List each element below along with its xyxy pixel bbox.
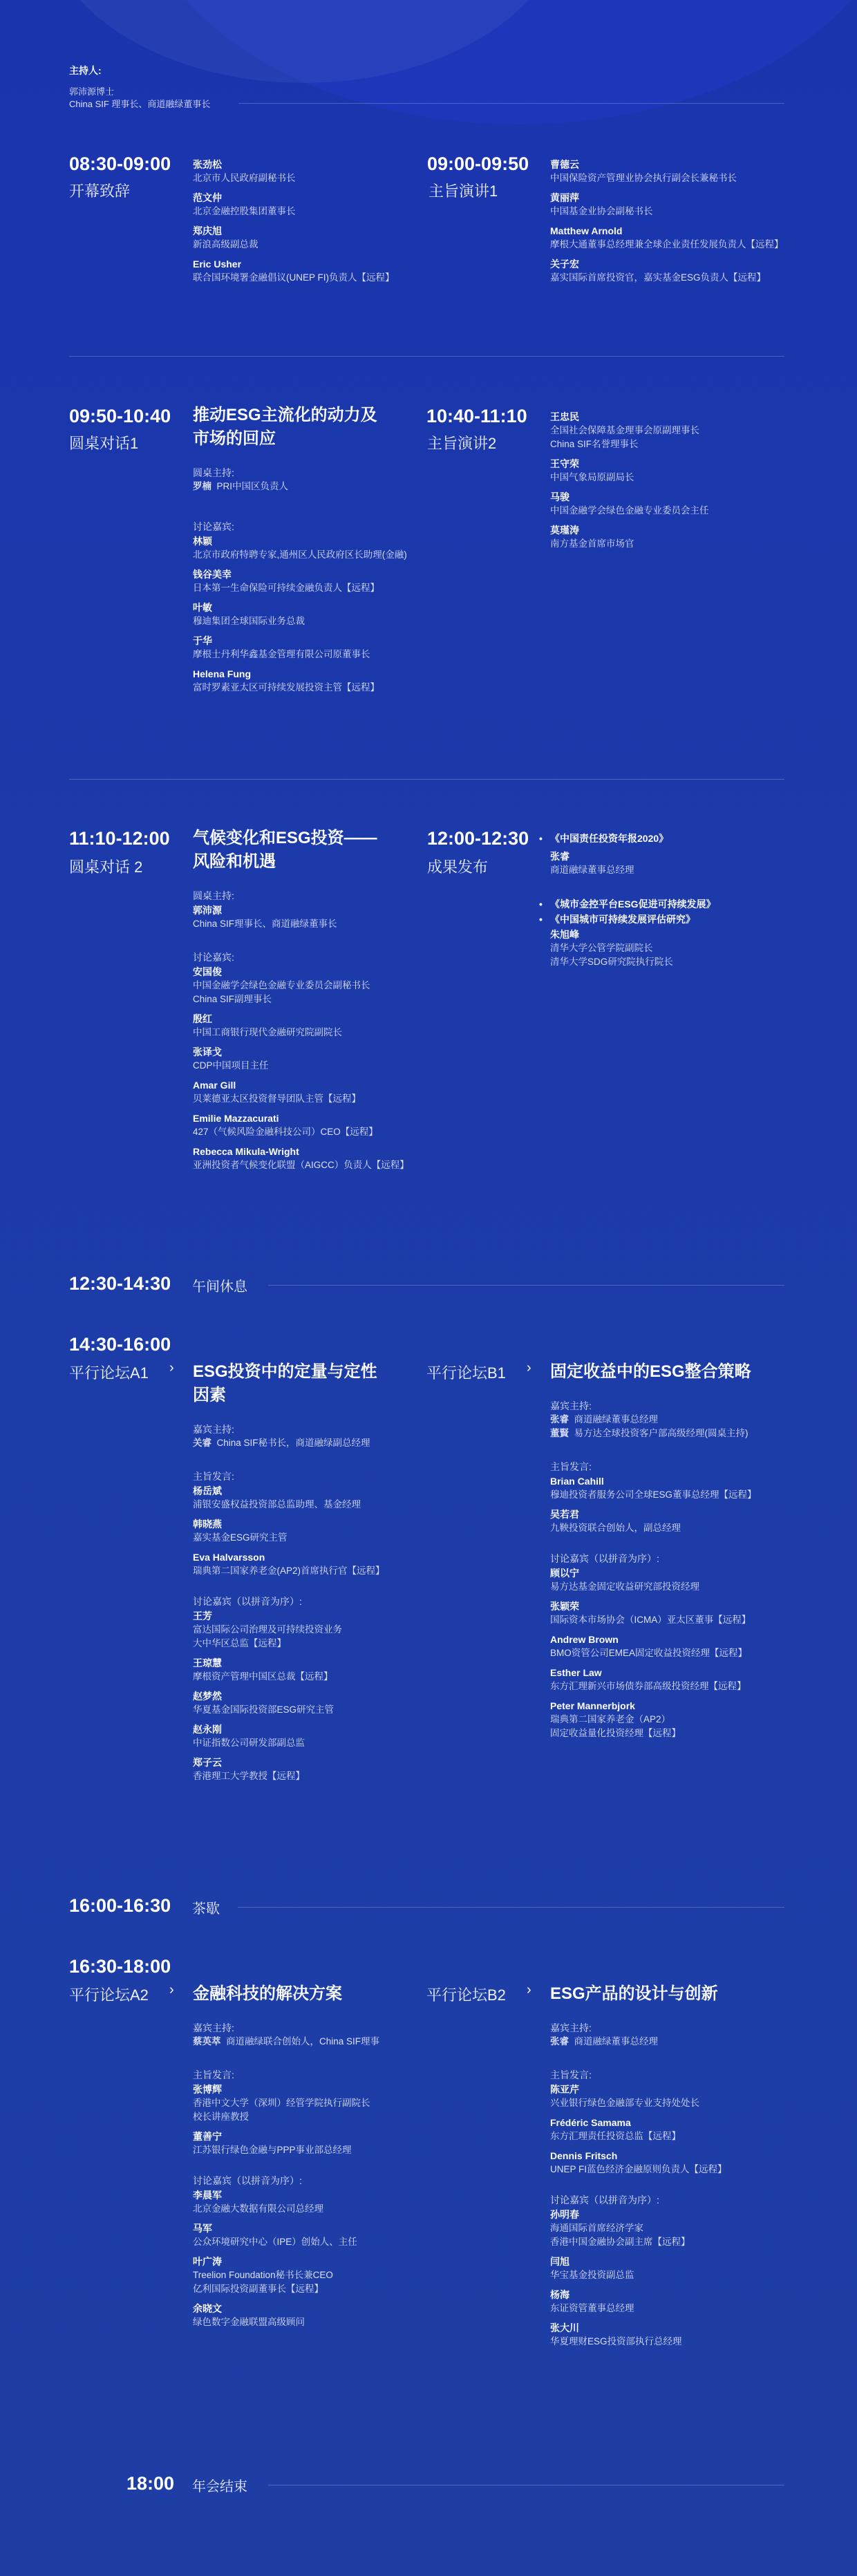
speaker-role: 香港中文大学（深圳）经管学院执行副院长 校长讲座教授 <box>193 2098 370 2122</box>
speaker-name: 李晨军 <box>193 2190 222 2201</box>
session-time: 09:50-10:40 <box>69 406 171 426</box>
speaker-name: 关子宏 <box>550 258 579 270</box>
speaker-name: 张译戈 <box>193 1046 222 1057</box>
speaker-name: 王忠民 <box>550 411 579 422</box>
speaker-role: 中国金融学会绿色金融专业委员会主任 <box>550 505 709 516</box>
speaker-name: 董善宁 <box>193 2131 222 2142</box>
speaker-name: 闫旭 <box>550 2256 569 2267</box>
speaker-role: 中国保险资产管理业协会执行副会长兼秘书长 <box>550 173 737 183</box>
host-role: PRI中国区负责人 <box>216 481 289 491</box>
keynote-label: 主旨发言: <box>193 2069 234 2080</box>
speaker-role: 兴业银行绿色金融部专业支持处处长 <box>550 2098 699 2108</box>
speaker-role: 海通国际首席经济学家 香港中国金融协会副主席【远程】 <box>550 2223 690 2247</box>
divider <box>69 779 784 780</box>
speaker-name: 叶敏 <box>193 602 212 613</box>
s5-content <box>193 827 428 1172</box>
speaker-role: 贝莱德亚太区投资督导团队主管【远程】 <box>193 1093 361 1104</box>
speaker-role: 中证指数公司研发部副总监 <box>193 1738 305 1748</box>
speaker-name: Eva Halvarsson <box>193 1552 265 1563</box>
speaker-role: 公众环境研究中心（IPE）创始人、主任 <box>193 2237 357 2247</box>
break-label: 午间休息 <box>192 1279 247 1295</box>
break-time: 12:30-14:30 <box>69 1273 171 1294</box>
speaker-name: Dennis Fritsch <box>550 2150 618 2161</box>
speaker-role: 中国基金业协会副秘书长 <box>550 206 653 216</box>
speaker-name: Emilie Mazzacurati <box>193 1113 279 1124</box>
session-time: 10:40-11:10 <box>426 406 527 426</box>
speaker-name: 郑庆旭 <box>193 225 222 236</box>
speaker-name: 王守荣 <box>550 458 579 469</box>
session-title: 金融科技的解决方案 <box>193 1984 342 2003</box>
session-title: 气候变化和ESG投资—— 风险和机遇 <box>193 829 377 871</box>
speaker-name: Frédéric Samama <box>550 2117 631 2128</box>
speaker-name: 张睿 <box>550 851 569 862</box>
host-role: 商道融绿董事总经理 <box>574 1414 659 1425</box>
speaker-role: 中国工商银行现代金融研究院副院长 <box>193 1027 342 1037</box>
speaker-role: 日本第一生命保险可持续金融负责人【远程】 <box>193 583 379 593</box>
guests-label: 讨论嘉宾: <box>193 521 234 532</box>
speaker-name: 范文仲 <box>193 192 222 203</box>
speaker-role: 东方汇理新兴市场债券部高级投资经理【远程】 <box>550 1681 746 1691</box>
chevron-right-icon: › <box>527 1982 531 1997</box>
speaker-role: 南方基金首席市场官 <box>550 538 634 549</box>
guests-label: 讨论嘉宾（以拼音为序）: <box>193 2175 302 2186</box>
speaker-role: CDP中国项目主任 <box>193 1060 269 1071</box>
divider <box>238 103 784 104</box>
speaker-role: 摩根士丹利华鑫基金管理有限公司原董事长 <box>193 649 370 659</box>
speaker-name: 于华 <box>193 635 212 646</box>
s9-content <box>193 1982 428 2329</box>
chevron-right-icon: › <box>169 1982 174 1997</box>
break-label: 茶歇 <box>192 1901 220 1917</box>
host-name: 关睿 <box>193 1438 211 1448</box>
speaker-name: 张博辉 <box>193 2084 222 2095</box>
guests-label: 讨论嘉宾（以拼音为序）: <box>550 2194 659 2206</box>
speaker-name: 殷红 <box>193 1013 212 1024</box>
speaker-name: 钱谷美幸 <box>193 569 232 580</box>
s8-content <box>550 1360 840 1740</box>
speaker-role: 瑞典第二国家养老金（AP2） 固定收益量化投资经理【远程】 <box>550 1714 681 1738</box>
host-title: China SIF 理事长、商道融绿董事长 <box>69 99 211 109</box>
session-time: 12:00-12:30 <box>427 828 529 849</box>
s10-content <box>550 1982 840 2349</box>
speaker-role: 清华大学公管学院副院长 清华大学SDG研究院执行院长 <box>550 943 673 967</box>
speaker-name: 王芳 <box>193 1610 212 1621</box>
speaker-role: 全国社会保障基金理事会原副理事长 China SIF名誉理事长 <box>550 425 699 449</box>
speaker-role: 北京市政府特聘专家,通州区人民政府区长助理(金融) <box>193 549 407 560</box>
speaker-role: 国际资本市场协会（ICMA）亚太区董事【远程】 <box>550 1615 751 1625</box>
speaker-name: 顾以宁 <box>550 1568 579 1579</box>
speaker-role: 华夏理财ESG投资部执行总经理 <box>550 2336 682 2347</box>
s4-speakers <box>550 409 840 551</box>
session-type: 成果发布 <box>427 858 489 876</box>
host-role: China SIF理事长、商道融绿董事长 <box>193 919 337 929</box>
speaker-name: Brian Cahill <box>550 1476 604 1487</box>
host-label: 嘉宾主持: <box>193 2022 234 2033</box>
s6-content <box>539 831 829 969</box>
session-time: 14:30-16:00 <box>69 1334 171 1355</box>
speaker-name: 杨海 <box>550 2289 569 2300</box>
speaker-name: 张劲松 <box>193 159 222 170</box>
s1-speakers <box>193 157 407 285</box>
speaker-name: 马军 <box>193 2223 212 2234</box>
speaker-name: 莫瑾涛 <box>550 525 579 536</box>
session-time: 11:10-12:00 <box>69 828 170 849</box>
session-title: ESG投资中的定量与定性 因素 <box>193 1362 377 1404</box>
speaker-role: 中国气象局原副局长 <box>550 472 634 482</box>
speaker-role: 瑞典第二国家养老金(AP2)首席执行官【远程】 <box>193 1566 385 1576</box>
speaker-name: 朱旭峰 <box>550 929 579 940</box>
speaker-name: 张大川 <box>550 2322 579 2333</box>
session-type: 圆桌对话1 <box>69 435 139 452</box>
host-block <box>69 64 210 111</box>
session-type: 主旨演讲2 <box>427 435 497 452</box>
speaker-name: 郑子云 <box>193 1757 222 1768</box>
session-type: 平行论坛B2 <box>426 1986 506 2004</box>
speaker-name: Amar Gill <box>193 1080 236 1091</box>
session-time: 09:00-09:50 <box>427 153 529 174</box>
speaker-role: 易方达基金固定收益研究部投资经理 <box>550 1581 699 1592</box>
speaker-role: 中国金融学会绿色金融专业委员会副秘书长 China SIF副理事长 <box>193 980 370 1004</box>
session-type: 圆桌对话 2 <box>69 858 143 876</box>
speaker-role: 香港理工大学教授【远程】 <box>193 1771 305 1781</box>
chevron-right-icon: › <box>527 1360 531 1375</box>
keynote-label: 主旨发言: <box>550 2069 592 2080</box>
speaker-name: 马骏 <box>550 491 569 502</box>
speaker-role: 江苏银行绿色金融与PPP事业部总经理 <box>193 2145 352 2155</box>
host-name: 董賢 <box>550 1428 569 1438</box>
speaker-name: 张颖荣 <box>550 1601 579 1612</box>
speaker-role: 亚洲投资者气候变化联盟（AIGCC）负责人【远程】 <box>193 1160 409 1170</box>
speaker-role: 富达国际公司治理及可持续投资业务 大中华区总监【远程】 <box>193 1624 342 1648</box>
speaker-name: 孙明春 <box>550 2209 579 2220</box>
speaker-name: 韩晓燕 <box>193 1519 222 1530</box>
speaker-role: 北京金融大数据有限公司总经理 <box>193 2203 323 2214</box>
host-name: 蔡英萃 <box>193 2036 221 2047</box>
speaker-role: 东证资管董事总经理 <box>550 2303 634 2313</box>
speaker-name: Helena Fung <box>193 668 252 679</box>
speaker-name: 安国俊 <box>193 966 222 977</box>
speaker-role: 穆迪集团全球国际业务总裁 <box>193 616 305 626</box>
speaker-name: 叶广涛 <box>193 2256 222 2267</box>
publication-title: • 《中国责任投资年报2020》 <box>539 831 829 846</box>
speaker-name: 林颖 <box>193 536 212 547</box>
speaker-role: 北京市人民政府副秘书长 <box>193 173 296 183</box>
guests-label: 讨论嘉宾（以拼音为序）: <box>193 1596 302 1607</box>
speaker-name: Peter Mannerbjork <box>550 1700 635 1711</box>
keynote-label: 主旨发言: <box>550 1461 592 1472</box>
end-time: 18:00 <box>126 2473 175 2494</box>
speaker-role: Treelion Foundation秘书长兼CEO 亿利国际投资副董事长【远程】 <box>193 2270 333 2294</box>
host-role: 商道融绿联合创始人，China SIF理事 <box>226 2036 380 2047</box>
host-name: 张睿 <box>550 2036 569 2047</box>
speaker-name: 余晓文 <box>193 2303 222 2314</box>
host-name: 郭沛源 <box>193 905 222 916</box>
speaker-role: 联合国环境署金融倡议(UNEP FI)负责人【远程】 <box>193 272 395 283</box>
divider <box>69 356 784 357</box>
speaker-name: 吴若君 <box>550 1509 579 1520</box>
speaker-role: 摩根大通董事总经理兼全球企业责任发展负责人【远程】 <box>550 239 784 250</box>
speaker-role: 浦银安盛权益投资部总监助理、基金经理 <box>193 1499 361 1510</box>
host-label: 主持人: <box>69 65 102 76</box>
speaker-role: 九鞅投资联合创始人，副总经理 <box>550 1523 681 1533</box>
guests-label: 讨论嘉宾: <box>193 952 234 963</box>
session-type: 平行论坛A1 <box>69 1364 149 1382</box>
speaker-role: 华宝基金投资副总监 <box>550 2270 634 2280</box>
host-name: 郭沛源博士 <box>69 86 115 97</box>
host-role: 易方达全球投资客户部高级经理(圆桌主持) <box>574 1428 748 1438</box>
speaker-name: Esther Law <box>550 1667 602 1678</box>
speaker-role: BMO资管公司EMEA固定收益投资经理【远程】 <box>550 1648 748 1658</box>
speaker-name: 王琼慧 <box>193 1657 222 1668</box>
session-time: 16:30-18:00 <box>69 1956 171 1977</box>
host-role: 商道融绿董事总经理 <box>574 2036 659 2047</box>
divider <box>238 1907 784 1908</box>
host-label: 嘉宾主持: <box>550 1400 592 1411</box>
s3-content <box>193 404 421 695</box>
guests-label: 讨论嘉宾（以拼音为序）: <box>550 1553 659 1564</box>
speaker-name: 陈亚芹 <box>550 2084 579 2095</box>
speaker-role: 绿色数字金融联盟高级顾问 <box>193 2317 305 2327</box>
speaker-role: 嘉实国际首席投资官，嘉实基金ESG负责人【远程】 <box>550 272 766 283</box>
speaker-name: Rebecca Mikula-Wright <box>193 1146 299 1157</box>
speaker-name: 赵永刚 <box>193 1724 222 1735</box>
host-name: 罗楠 <box>193 481 211 491</box>
speaker-role: 北京金融控股集团董事长 <box>193 206 296 216</box>
session-type: 平行论坛A2 <box>69 1986 149 2004</box>
host-name: 张睿 <box>550 1414 569 1425</box>
session-type: 平行论坛B1 <box>426 1364 506 1382</box>
chevron-right-icon: › <box>169 1360 174 1375</box>
session-title: 固定收益中的ESG整合策略 <box>550 1362 751 1381</box>
s2-speakers <box>550 157 840 285</box>
host-label: 圆桌主持: <box>193 467 234 478</box>
speaker-name: Eric Usher <box>193 258 242 270</box>
speaker-role: 427（气候风险金融科技公司）CEO【远程】 <box>193 1127 378 1137</box>
speaker-role: 富时罗素亚太区可持续发展投资主管【远程】 <box>193 682 379 693</box>
divider <box>268 1285 784 1286</box>
session-title: 推动ESG主流化的动力及 市场的回应 <box>193 406 377 448</box>
speaker-name: 赵梦然 <box>193 1691 222 1702</box>
end-label: 年会结束 <box>192 2479 247 2494</box>
speaker-name: Andrew Brown <box>550 1634 619 1645</box>
speaker-name: 杨岳斌 <box>193 1485 222 1496</box>
speaker-name: 曹德云 <box>550 159 579 170</box>
session-type: 开幕致辞 <box>69 182 131 200</box>
publication-title: • 《中国城市可持续发展评估研究》 <box>539 912 829 927</box>
break-time: 16:00-16:30 <box>69 1895 171 1916</box>
speaker-name: Matthew Arnold <box>550 225 623 236</box>
session-type: 主旨演讲1 <box>428 182 498 200</box>
speaker-role: 摩根资产管理中国区总裁【远程】 <box>193 1671 333 1682</box>
s7-content <box>193 1360 414 1783</box>
session-title: ESG产品的设计与创新 <box>550 1984 718 2003</box>
speaker-role: 东方汇理责任投资总监【远程】 <box>550 2131 681 2141</box>
host-role: China SIF秘书长，商道融绿副总经理 <box>216 1438 370 1448</box>
keynote-label: 主旨发言: <box>193 1471 234 1482</box>
speaker-role: UNEP FI蓝色经济金融原则负责人【远程】 <box>550 2164 727 2174</box>
speaker-role: 嘉实基金ESG研究主管 <box>193 1532 288 1543</box>
speaker-role: 新浪高级副总裁 <box>193 239 258 250</box>
host-label: 嘉宾主持: <box>550 2022 592 2033</box>
speaker-role: 华夏基金国际投资部ESG研究主管 <box>193 1704 335 1715</box>
host-label: 圆桌主持: <box>193 890 234 901</box>
publication-title: • 《城市金控平台ESG促进可持续发展》 <box>539 896 829 912</box>
speaker-role: 穆迪投资者服务公司全球ESG董事总经理【远程】 <box>550 1489 757 1500</box>
session-time: 08:30-09:00 <box>69 153 171 174</box>
host-label: 嘉宾主持: <box>193 1424 234 1435</box>
speaker-role: 商道融绿董事总经理 <box>550 865 634 875</box>
speaker-name: 黄丽萍 <box>550 192 579 203</box>
